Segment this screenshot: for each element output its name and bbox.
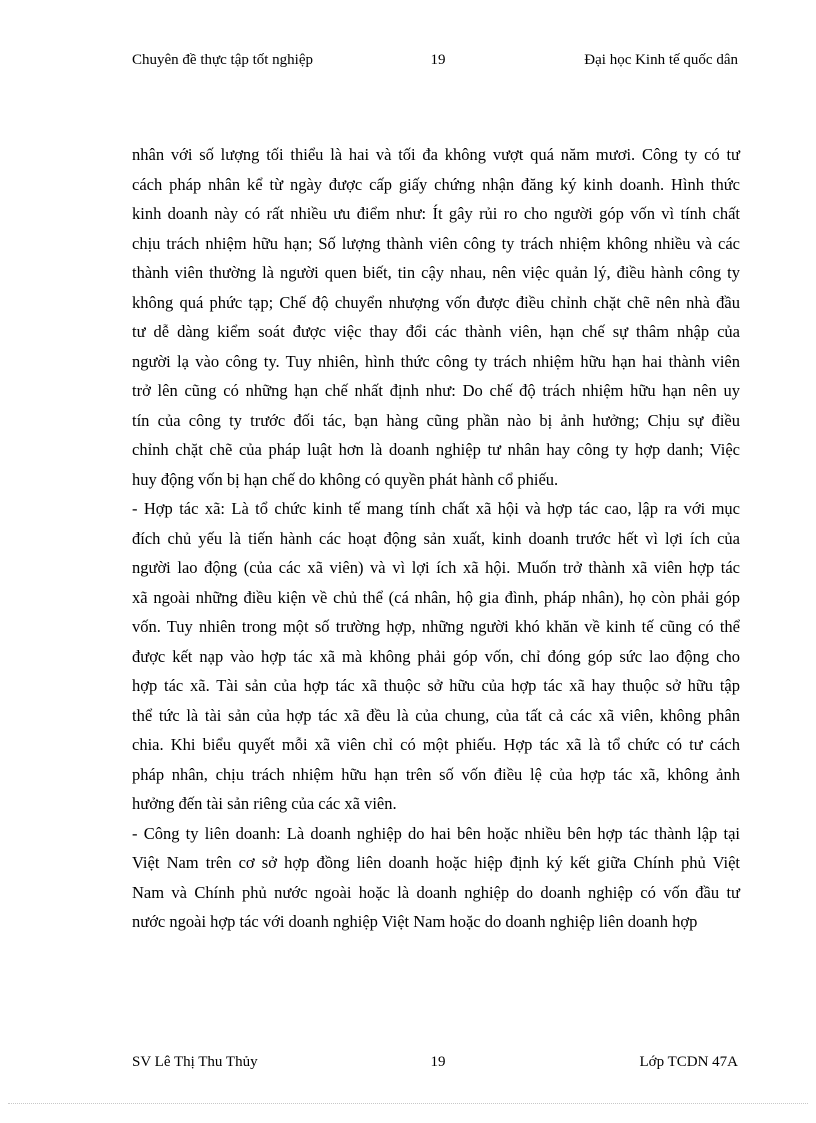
text-line: huy động vốn bị hạn chế do không có quyền phát hành cổ phiếu. <box>132 469 559 489</box>
text-line: Việt Nam trên cơ sở hợp đồng liên doanh hoặc hiệp định ký kết giữa Chính phủ Việt <box>132 853 740 872</box>
footer-student-name: SV Lê Thị Thu Thủy <box>132 1054 258 1070</box>
text-line: thể tức là tài sản của hợp tác xã đều là của chung, của tất cả các xã viên, không phân <box>132 705 740 725</box>
text-line: nước ngoài hợp tác với doanh nghiệp Việt Nam hoặc do doanh nghiệp liên doanh hợp <box>132 912 698 931</box>
body-text <box>132 140 740 937</box>
text-line: chia. Khi biểu quyết mỗi xã viên chỉ có một phiếu. Hợp tác xã là tổ chức có tư cách <box>132 735 740 754</box>
text-line: chịu trách nhiệm hữu hạn; Số lượng thành viên công ty trách nhiệm không nhiều và các <box>132 233 740 253</box>
text-line: nhân với số lượng tối thiểu là hai và tối đa không vượt quá năm mươi. Công ty có tư <box>132 145 740 164</box>
header-document-title: Chuyên đề thực tập tốt nghiệp <box>132 52 314 68</box>
text-line: không quá phức tạp; Chế độ chuyển nhượng vốn được điều chỉnh chặt chẽ nên nhà đầu <box>132 292 740 312</box>
text-line: chỉnh chặt chẽ của pháp luật hơn là doanh nghiệp tư nhân hay công ty hợp danh; Việc <box>132 440 740 459</box>
text-line: vốn. Tuy nhiên trong một số trường hợp, những người khó khăn về kinh tế cũng có thể <box>132 617 740 636</box>
text-line: hợp tác xã. Tài sản của hợp tác xã thuộc sở hữu của hợp tác xã hay thuộc sở hữu tập <box>132 676 740 695</box>
text-line: cách pháp nhân kể từ ngày được cấp giấy chứng nhận đăng ký kinh doanh. Hình thức <box>132 174 740 194</box>
footer-page-number: 19 <box>430 1054 446 1070</box>
header-page-number: 19 <box>430 52 446 68</box>
text-line: xã ngoài những điều kiện về chủ thể (cá nhân, hộ gia đình, pháp nhân), họ còn phải góp <box>132 587 740 607</box>
text-line: tư dễ dàng kiểm soát được việc thay đổi các thành viên, hạn chế sự thâm nhập của <box>132 322 740 341</box>
page-bottom-divider <box>8 1103 808 1104</box>
page-footer <box>132 1054 738 1076</box>
text-line: hưởng đến tài sản riêng của các xã viên. <box>132 794 397 813</box>
text-line: - Hợp tác xã: Là tổ chức kinh tế mang tính chất xã hội và hợp tác cao, lập ra với mục <box>132 499 740 518</box>
text-line: trở lên cũng có những hạn chế nhất định như: Do chế độ trách nhiệm hữu hạn nên uy <box>132 381 740 400</box>
footer-class-name: Lớp TCDN 47A <box>639 1054 738 1070</box>
text-line: thành viên thường là người quen biết, tin cậy nhau, nên việc quản lý, điều hành công ty <box>132 263 740 282</box>
text-line: được kết nạp vào hợp tác xã mà không phải góp vốn, chỉ đóng góp sức lao động cho <box>132 646 740 666</box>
text-line: pháp nhân, chịu trách nhiệm hữu hạn trên số vốn điều lệ của hợp tác xã, không ảnh <box>132 764 740 784</box>
text-line: - Công ty liên doanh: Là doanh nghiệp do hai bên hoặc nhiều bên hợp tác thành lập tại <box>132 823 740 843</box>
header-university: Đại học Kinh tế quốc dân <box>584 52 738 68</box>
text-line: người lạ vào công ty. Tuy nhiên, hình thức công ty trách nhiệm hữu hạn hai thành viên <box>132 351 740 371</box>
text-line: tín của công ty trước đối tác, bạn hàng cũng phần nào bị ảnh hưởng; Chịu sự điều <box>132 410 740 430</box>
text-line: người lao động (của các xã viên) và vì lợi ích xã hội. Muốn trở thành xã viên hợp tác <box>132 558 740 577</box>
text-line: đích chủ yếu là tiến hành các hoạt động sản xuất, kinh doanh trước hết vì lợi ích của <box>132 528 740 548</box>
text-line: Nam và Chính phủ nước ngoài hoặc là doanh nghiệp do doanh nghiệp có vốn đầu tư <box>132 882 740 902</box>
text-line: kinh doanh này có rất nhiều ưu điểm như: Ít gây rủi ro cho người góp vốn vì tính chất <box>132 204 740 223</box>
page-header <box>132 52 738 74</box>
